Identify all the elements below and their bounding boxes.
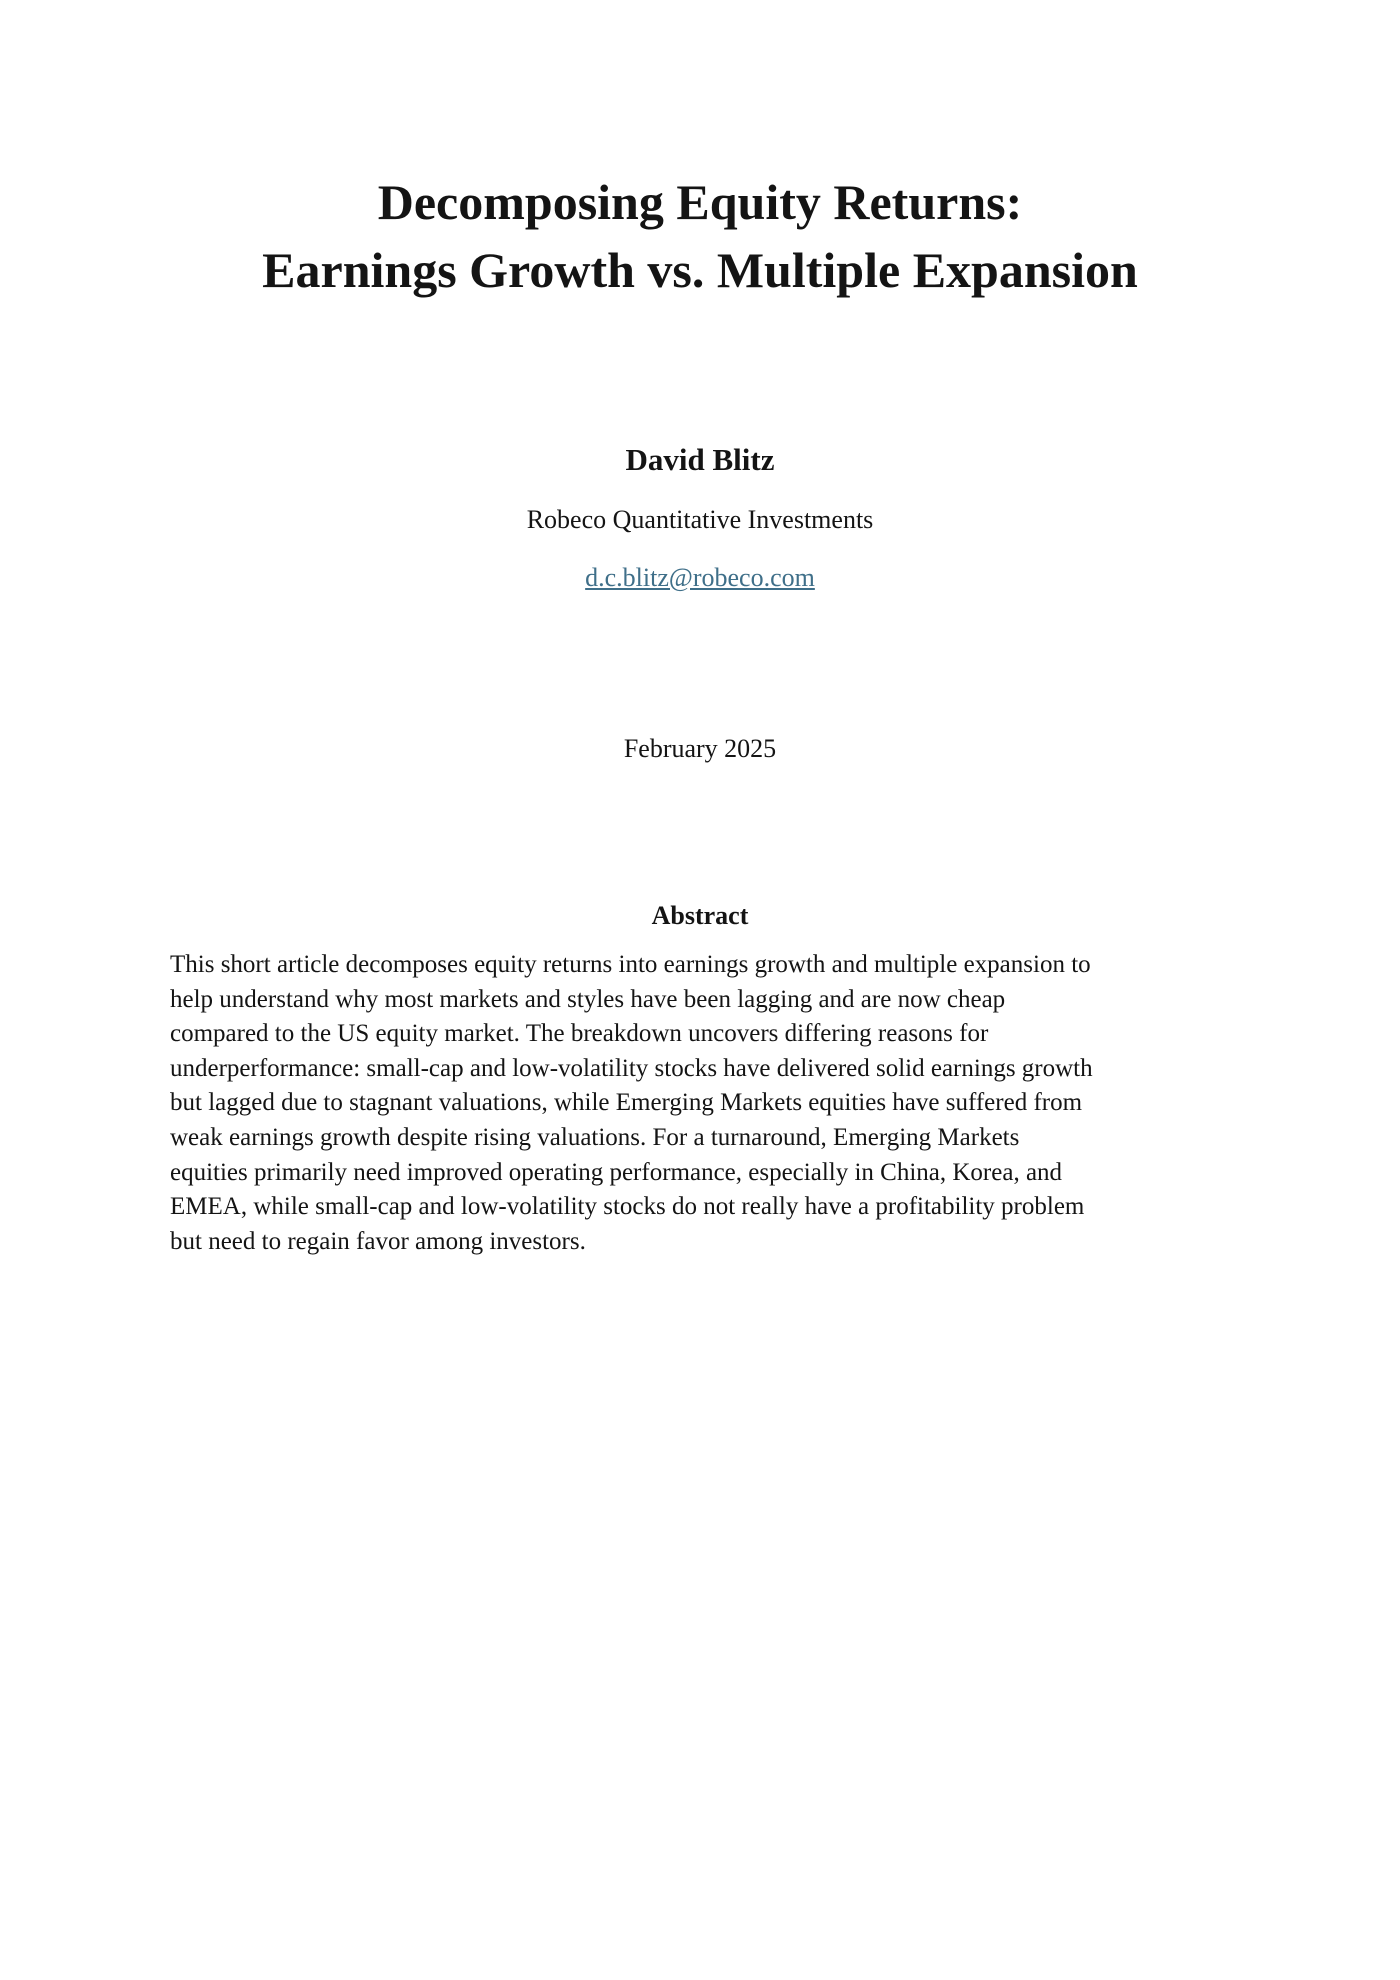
author-email bbox=[0, 560, 1400, 596]
abstract-body bbox=[170, 948, 1250, 1259]
paper-title-line-2: Earnings Growth vs. Multiple Expansion bbox=[262, 242, 1138, 298]
publication-date: February 2025 bbox=[623, 734, 777, 763]
author-name: David Blitz bbox=[625, 442, 775, 477]
abstract-heading: Abstract bbox=[651, 901, 749, 930]
author-email-link[interactable]: d.c.blitz@robeco.com bbox=[585, 563, 815, 592]
abstract-line: underperformance: small-cap and low-volatility stocks have delivered solid earnings growth bbox=[170, 1054, 1093, 1082]
abstract-line: compared to the US equity market. The breakdown uncovers differing reasons for bbox=[170, 1020, 989, 1048]
author-affiliation: Robeco Quantitative Investments bbox=[526, 505, 874, 534]
abstract-line: weak earnings growth despite rising valuations. For a turnaround, Emerging Markets bbox=[170, 1123, 1020, 1151]
abstract-line: EMEA, while small-cap and low-volatility stocks do not really have a profitability problem bbox=[170, 1193, 1085, 1221]
abstract-line: equities primarily need improved operating performance, especially in China, Korea, and bbox=[170, 1158, 1063, 1186]
abstract-line: but need to regain favor among investors. bbox=[170, 1227, 586, 1255]
abstract-line: help understand why most markets and styles have been lagging and are now cheap bbox=[170, 985, 1006, 1013]
abstract-line: This short article decomposes equity returns into earnings growth and multiple expansion to bbox=[170, 951, 1091, 978]
abstract-line: but lagged due to stagnant valuations, while Emerging Markets equities have suffered from bbox=[170, 1089, 1083, 1117]
paper-title-line-1: Decomposing Equity Returns: bbox=[377, 174, 1023, 230]
